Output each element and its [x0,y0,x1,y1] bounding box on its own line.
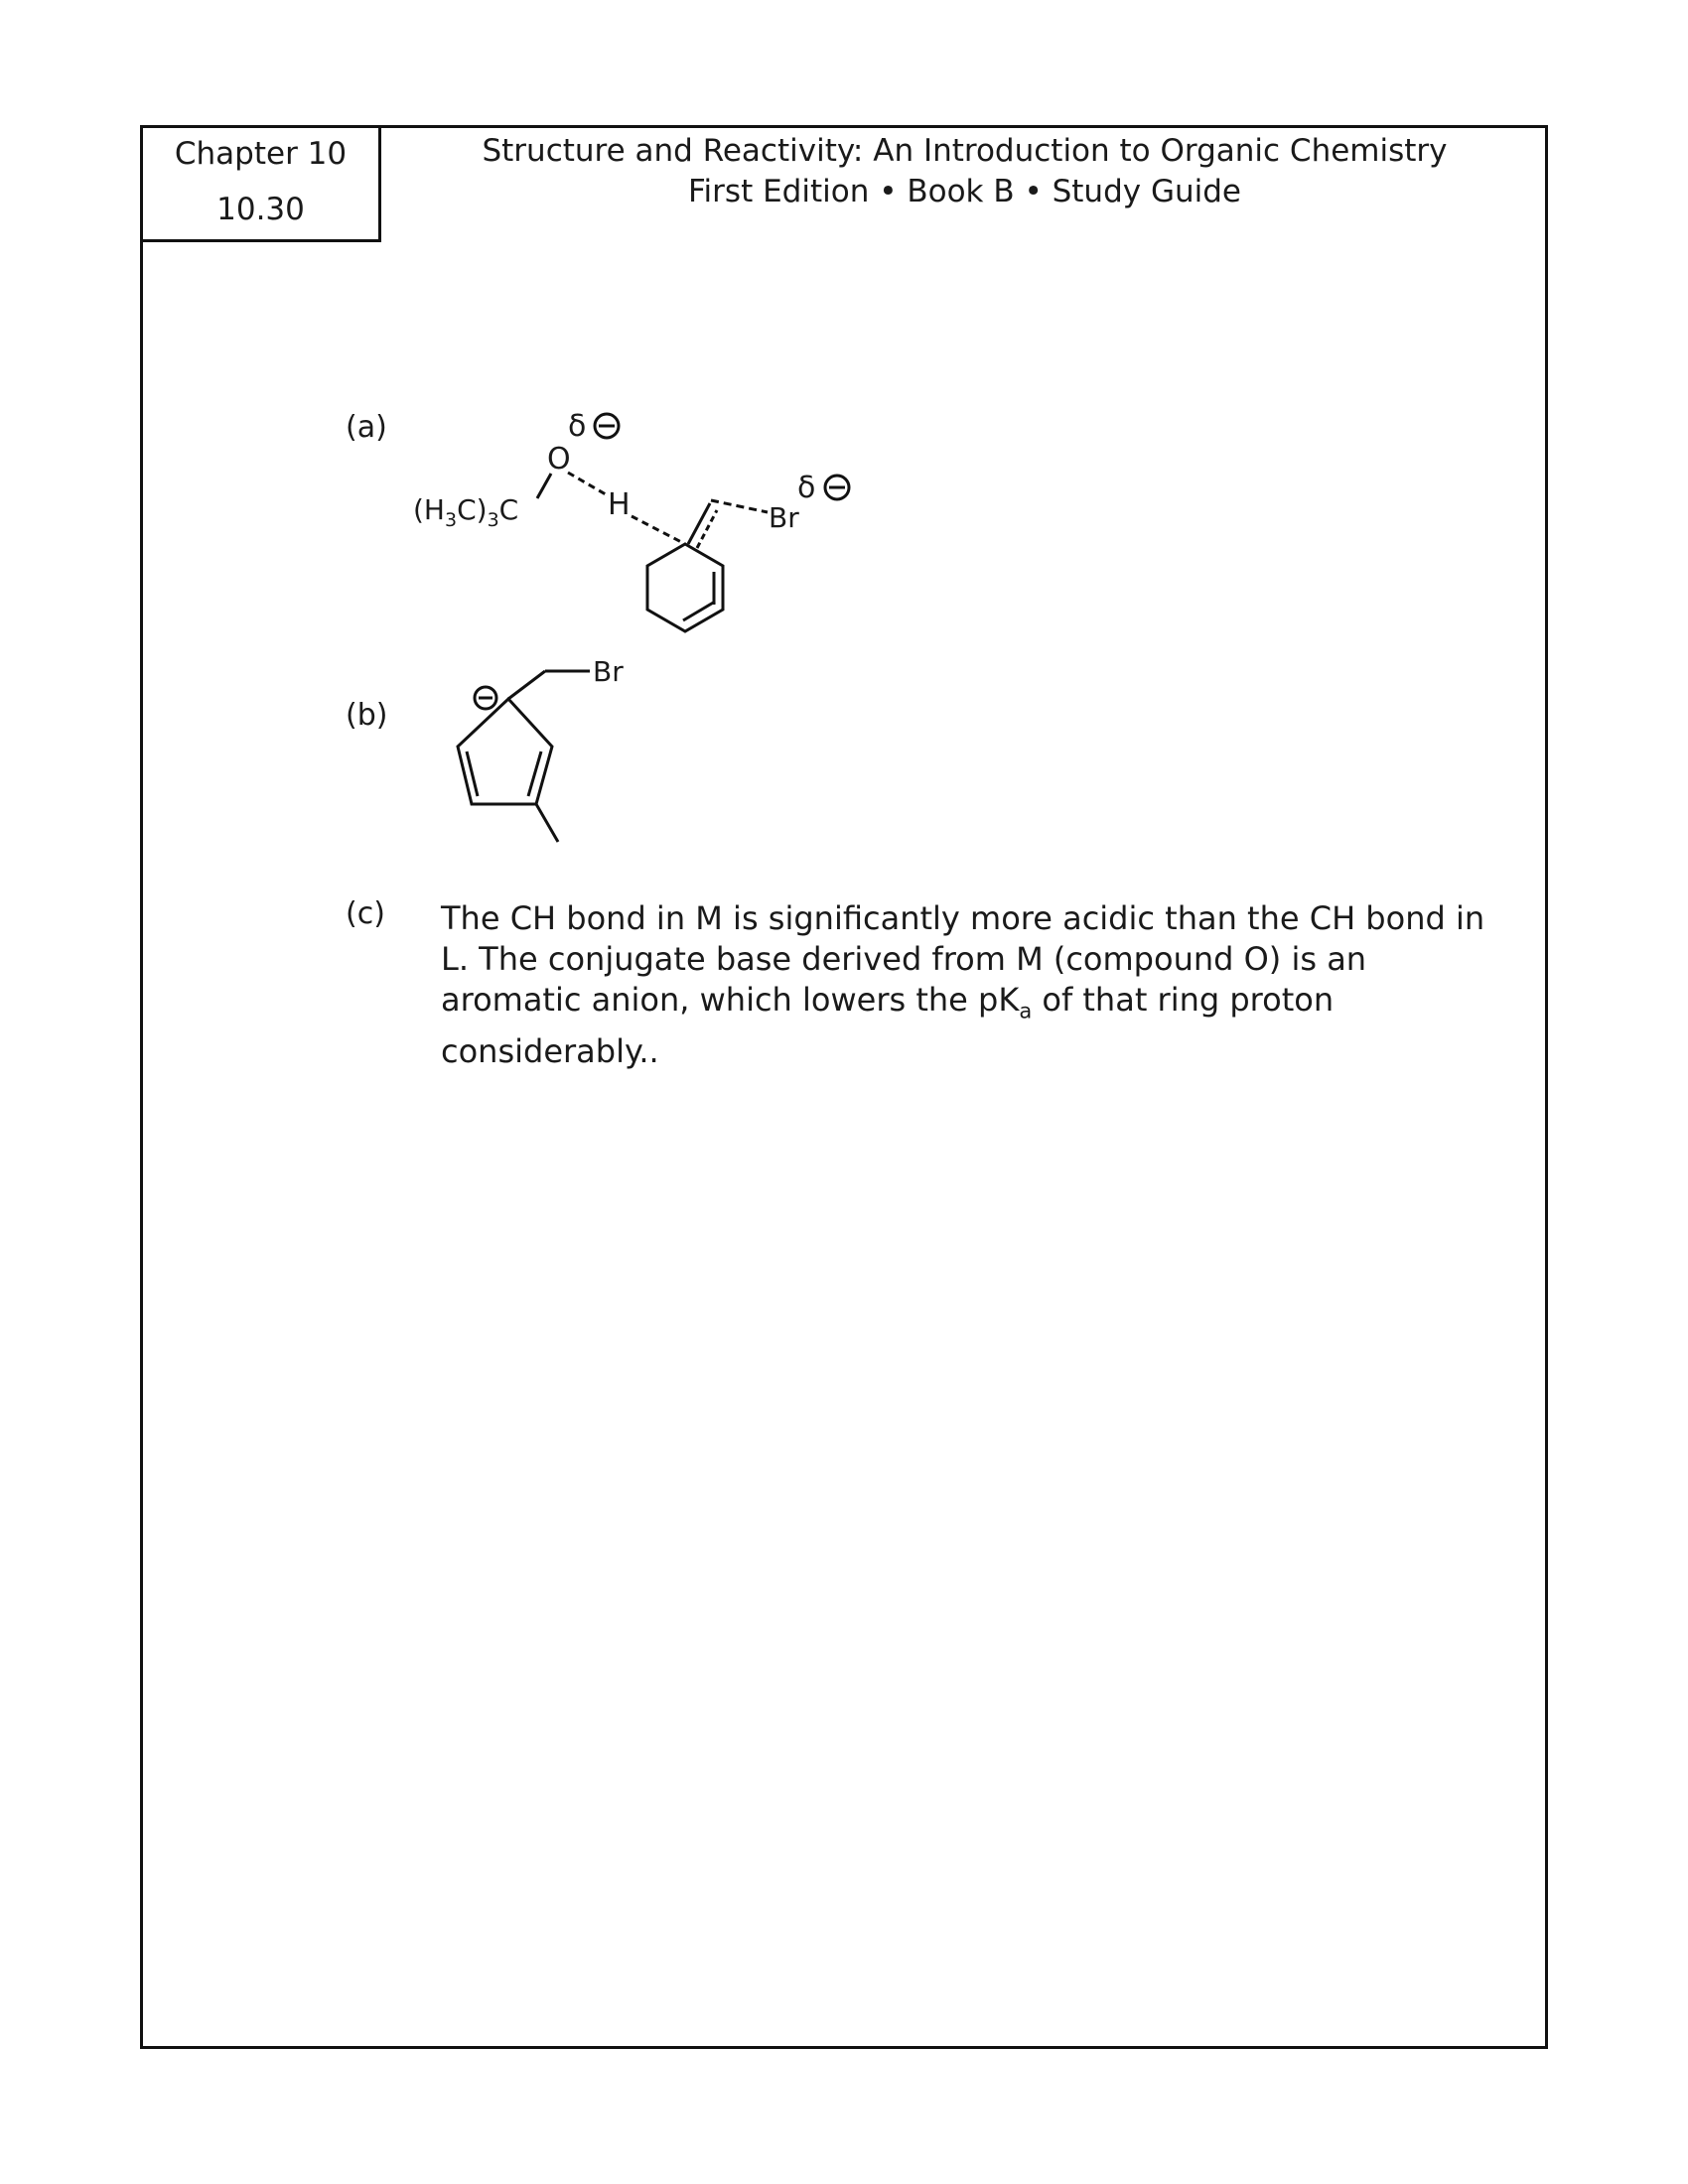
h-c-partial-bond [632,516,685,544]
methyl-bond [536,804,558,842]
tert-butyl-group: $(H_3C)_3C$ [413,493,519,531]
book-subtitle: First Edition • Book B • Study Guide [687,174,1241,209]
hydrogen-atom: H [608,487,631,522]
five-membered-ring [458,699,552,804]
answer-c-text: The CH bond in M is significantly more acidic than the CH bond in L. The conjugate base derived from M (compound O) is an aromatic anion, which lowers the $pK_a$ of that ring proton considerably.. [441,899,1485,1071]
o-c-bond [537,474,551,498]
c-br-partial-bond [711,500,768,512]
exocyclic-bond [688,503,710,544]
chapter-label: Chapter 10 [174,136,348,172]
c-ch2-bond [508,671,545,699]
part-a-label: (a) [346,410,387,445]
structure-b [458,655,624,842]
bromine-atom-a: Br [769,501,799,534]
part-b-label: (b) [346,698,388,733]
delta-minus-o: δ [568,409,587,444]
problem-number: 10.30 [216,192,305,227]
part-c-label: (c) [346,896,385,931]
delta-minus-br: δ [797,471,816,505]
structure-a [413,409,849,631]
bromine-atom-b: Br [593,655,624,688]
oxygen-atom: O [547,442,571,477]
book-title: Structure and Reactivity: An Introduction to Organic Chemistry [482,133,1448,169]
o-h-partial-bond [568,473,606,494]
